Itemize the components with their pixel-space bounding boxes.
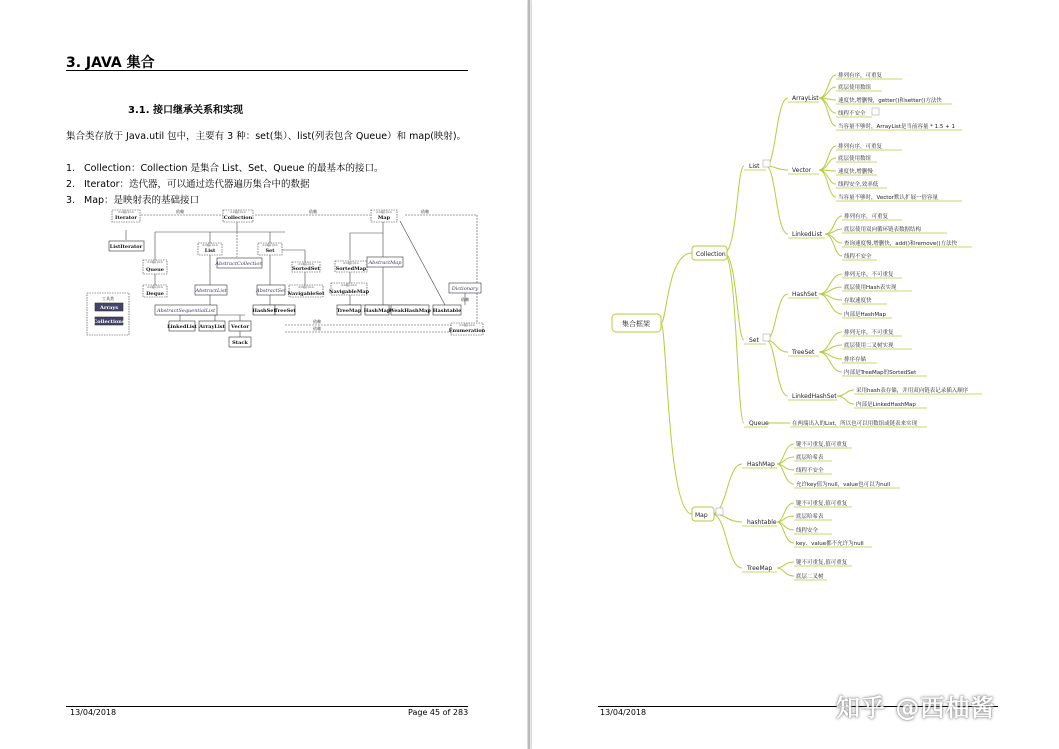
uml-stereotype: <<接口>> xyxy=(261,243,279,247)
uml-stereotype: <<接口>> xyxy=(117,210,135,214)
uml-hashmap: HashMap xyxy=(363,308,391,314)
uml-abstract-map: AbstractMap xyxy=(368,260,402,266)
uml-linkedlist: LinkedList xyxy=(167,324,197,330)
uml-dependency-label: 依赖 xyxy=(313,326,321,331)
uml-vector: Vector xyxy=(231,324,249,330)
mindmap-leaf: 键不可重复,值可重复 xyxy=(796,442,848,448)
mindmap-node-queue: Queue xyxy=(749,420,769,427)
uml-treeset: TreeSet xyxy=(274,308,296,314)
uml-stack: Stack xyxy=(232,340,248,346)
mindmap-leaf: 在两端出入的List，所以也可以用数组或链表来实现 xyxy=(792,421,918,427)
mindmap-node-map: Map xyxy=(695,512,708,519)
uml-navigable-set: NavigableSet xyxy=(287,291,325,297)
uml-list: List xyxy=(204,248,216,254)
mindmap-leaf: 速度快,增删慢，getter()和setter()方法快 xyxy=(838,98,942,104)
list-item xyxy=(66,192,199,206)
uml-stereotype: <<接口>> xyxy=(458,323,476,327)
mindmap-leaf: 底层使用数组 xyxy=(838,156,872,162)
uml-hashtable: Hashtable xyxy=(432,308,462,314)
uml-queue: Queue xyxy=(146,267,164,273)
section-heading: 3. JAVA 集合 xyxy=(66,55,155,71)
uml-dependency-label: 依赖 xyxy=(313,319,321,324)
uml-sortedset: SortedSet xyxy=(292,266,320,272)
mindmap-node-linkedlist: LinkedList xyxy=(792,231,823,238)
intro-paragraph: 集合类存放于 Java.util 包中，主要有 3 种：set(集）、list(列表包含 Queue）和 map(映射)。 xyxy=(66,131,467,142)
mindmap-node-hashtable: hashtable xyxy=(747,519,777,526)
mindmap-leaf: 排列有序，可重复 xyxy=(838,144,883,150)
mindmap-leaf: 当容量不够时，ArrayList是当前容量 * 1.5 + 1 xyxy=(838,124,956,130)
uml-dependency-label: 依赖 xyxy=(176,209,184,214)
uml-dependency-label: 依赖 xyxy=(309,209,317,214)
uml-iterator: Iterator xyxy=(115,215,137,221)
list-number: 2. xyxy=(66,179,76,190)
uml-stereotype: <<接口>> xyxy=(201,243,219,247)
mindmap-leaf: 排列有序，可重复 xyxy=(838,73,883,79)
mindmap-leaf: 键不可重复,值可重复 xyxy=(796,560,848,566)
uml-set: Set xyxy=(265,248,275,254)
uml-collection: Collection xyxy=(223,215,253,221)
uml-stereotype: <<接口>> xyxy=(297,285,315,289)
mindmap-leaf: 内部是LinkedHashMap xyxy=(856,402,916,408)
uml-hashset: HashSet xyxy=(252,308,276,314)
uml-stereotype: <<接口>> xyxy=(342,261,360,265)
subsection-heading: 3.1. 接口继承关系和实现 xyxy=(128,105,243,116)
mindmap-leaf: 底层使用二叉树实现 xyxy=(844,343,894,349)
footer-page-number: Page 45 of 283 xyxy=(408,708,469,717)
mindmap-node-set: Set xyxy=(749,337,759,344)
list-text: Map：是映射表的基础接口 xyxy=(84,195,200,206)
left-page xyxy=(0,0,527,749)
mindmap-leaf: 速度快,增删慢 xyxy=(838,169,873,175)
uml-arraylist: ArrayList xyxy=(199,324,225,330)
mindmap-leaf: 排列有序，可重复 xyxy=(844,214,889,220)
mindmap-leaf: 采用hash表存储，并用双向链表记录插入顺序 xyxy=(856,388,969,394)
footer-date: 13/04/2018 xyxy=(70,708,117,717)
mindmap-root: 集合框架 xyxy=(622,320,650,328)
mindmap-node-linkedhashset: LinkedHashSet xyxy=(792,393,837,400)
heading-rule xyxy=(66,70,468,71)
uml-weakhashmap: WeakHashMap xyxy=(389,308,431,314)
list-text: Iterator：迭代器，可以通过迭代器遍历集合中的数据 xyxy=(84,179,310,190)
mindmap-node-arraylist: ArrayList xyxy=(792,95,819,102)
mindmap-leaf: 线程不安全 xyxy=(844,254,872,260)
uml-treemap: TreeMap xyxy=(336,308,362,314)
mindmap-leaf: 排序存储 xyxy=(844,357,867,363)
uml-stereotype: <<接口>> xyxy=(340,283,358,287)
uml-map: Map xyxy=(377,215,391,221)
uml-dictionary: Dictionary xyxy=(451,286,479,292)
mindmap-leaf: 键不可重复,值可重复 xyxy=(796,501,848,507)
uml-stereotype: <<接口>> xyxy=(146,260,164,264)
list-number: 1. xyxy=(66,163,76,174)
mindmap-leaf: 内部是HashMap xyxy=(844,312,886,318)
mindmap-node-list: List xyxy=(749,163,760,170)
uml-collections: Collections xyxy=(93,319,125,325)
uml-abstract-set: AbstractSet xyxy=(256,288,286,294)
uml-sortedmap: SortedMap xyxy=(335,266,367,272)
uml-abstract-sequential-list: AbstractSequentialList xyxy=(156,308,216,314)
mindmap-node-collection: Collection xyxy=(696,251,726,258)
uml-dependency-label: 依赖 xyxy=(461,297,469,302)
list-item xyxy=(66,160,383,174)
footer-rule xyxy=(66,706,468,707)
list-item xyxy=(66,176,310,190)
mindmap-leaf: 排列无序，不可重复 xyxy=(844,272,894,278)
uml-arrays: Arrays xyxy=(99,305,119,311)
mindmap-leaf: 排列无序，不可重复 xyxy=(844,330,894,336)
right-page xyxy=(532,0,1059,749)
mindmap-leaf: 底层使用Hash表实现 xyxy=(844,285,897,291)
watermark: 知乎 @西柚酱 xyxy=(836,694,996,722)
mindmap-leaf: 底层哈希表 xyxy=(796,455,824,461)
uml-listiterator: ListIterator xyxy=(109,244,143,250)
mindmap-node-vector: Vector xyxy=(792,167,812,174)
mindmap-leaf: 当容量不够时，Vector默认扩展一倍容量 xyxy=(838,195,939,201)
mindmap-leaf: 底层哈希表 xyxy=(796,514,824,520)
uml-stereotype: <<接口>> xyxy=(375,210,393,214)
mindmap-leaf: 内部是TreeMap的SortedSet xyxy=(844,370,917,376)
list-number: 3. xyxy=(66,195,76,206)
uml-dependency-label: 依赖 xyxy=(421,209,429,214)
mindmap-node-treeset: TreeSet xyxy=(792,349,815,356)
mindmap-leaf: 线程不安全 xyxy=(796,468,824,474)
uml-deque: Deque xyxy=(146,291,164,297)
uml-stereotype: <<接口>> xyxy=(297,262,315,266)
uml-stereotype: <<接口>> xyxy=(229,210,247,214)
list-text: Collection：Collection 是集合 List、Set、Queue 的最基本的接口。 xyxy=(84,163,384,174)
uml-stereotype: <<接口>> xyxy=(146,285,164,289)
mindmap-node-hashset: HashSet xyxy=(792,291,817,298)
mindmap-leaf: key、value都不允许为null xyxy=(796,541,864,547)
uml-diagram xyxy=(85,205,485,355)
mindmap xyxy=(532,0,1059,749)
mindmap-node-treemap: TreeMap xyxy=(747,565,773,572)
mindmap-leaf: 底层二叉树 xyxy=(796,574,824,580)
uml-navigable-map: NavigableMap xyxy=(328,289,370,295)
uml-enumeration: Enumeration xyxy=(448,328,485,334)
mindmap-node-hashmap: HashMap xyxy=(747,461,775,468)
uml-tools-label: 工具类 xyxy=(102,296,114,301)
mindmap-leaf: 线程不安全 xyxy=(838,111,866,117)
uml-abstract-list: AbstractList xyxy=(195,288,227,294)
mindmap-leaf: 线程安全 xyxy=(796,528,819,534)
mindmap-leaf: 底层使用双向循环链表数据结构 xyxy=(844,227,922,233)
mindmap-leaf: 查询速度慢,增删快，add()和remove()方法快 xyxy=(844,241,958,247)
footer-date: 13/04/2018 xyxy=(600,708,647,717)
mindmap-leaf: 底层使用数组 xyxy=(838,85,872,91)
page-divider xyxy=(528,0,530,749)
mindmap-leaf: 允许key值为null，value也可以为null xyxy=(796,482,891,488)
uml-abstract-collection: AbstractCollection xyxy=(215,261,263,267)
mindmap-leaf: 存取速度快 xyxy=(844,298,872,304)
mindmap-leaf: 线程安全,效率低 xyxy=(838,182,879,188)
